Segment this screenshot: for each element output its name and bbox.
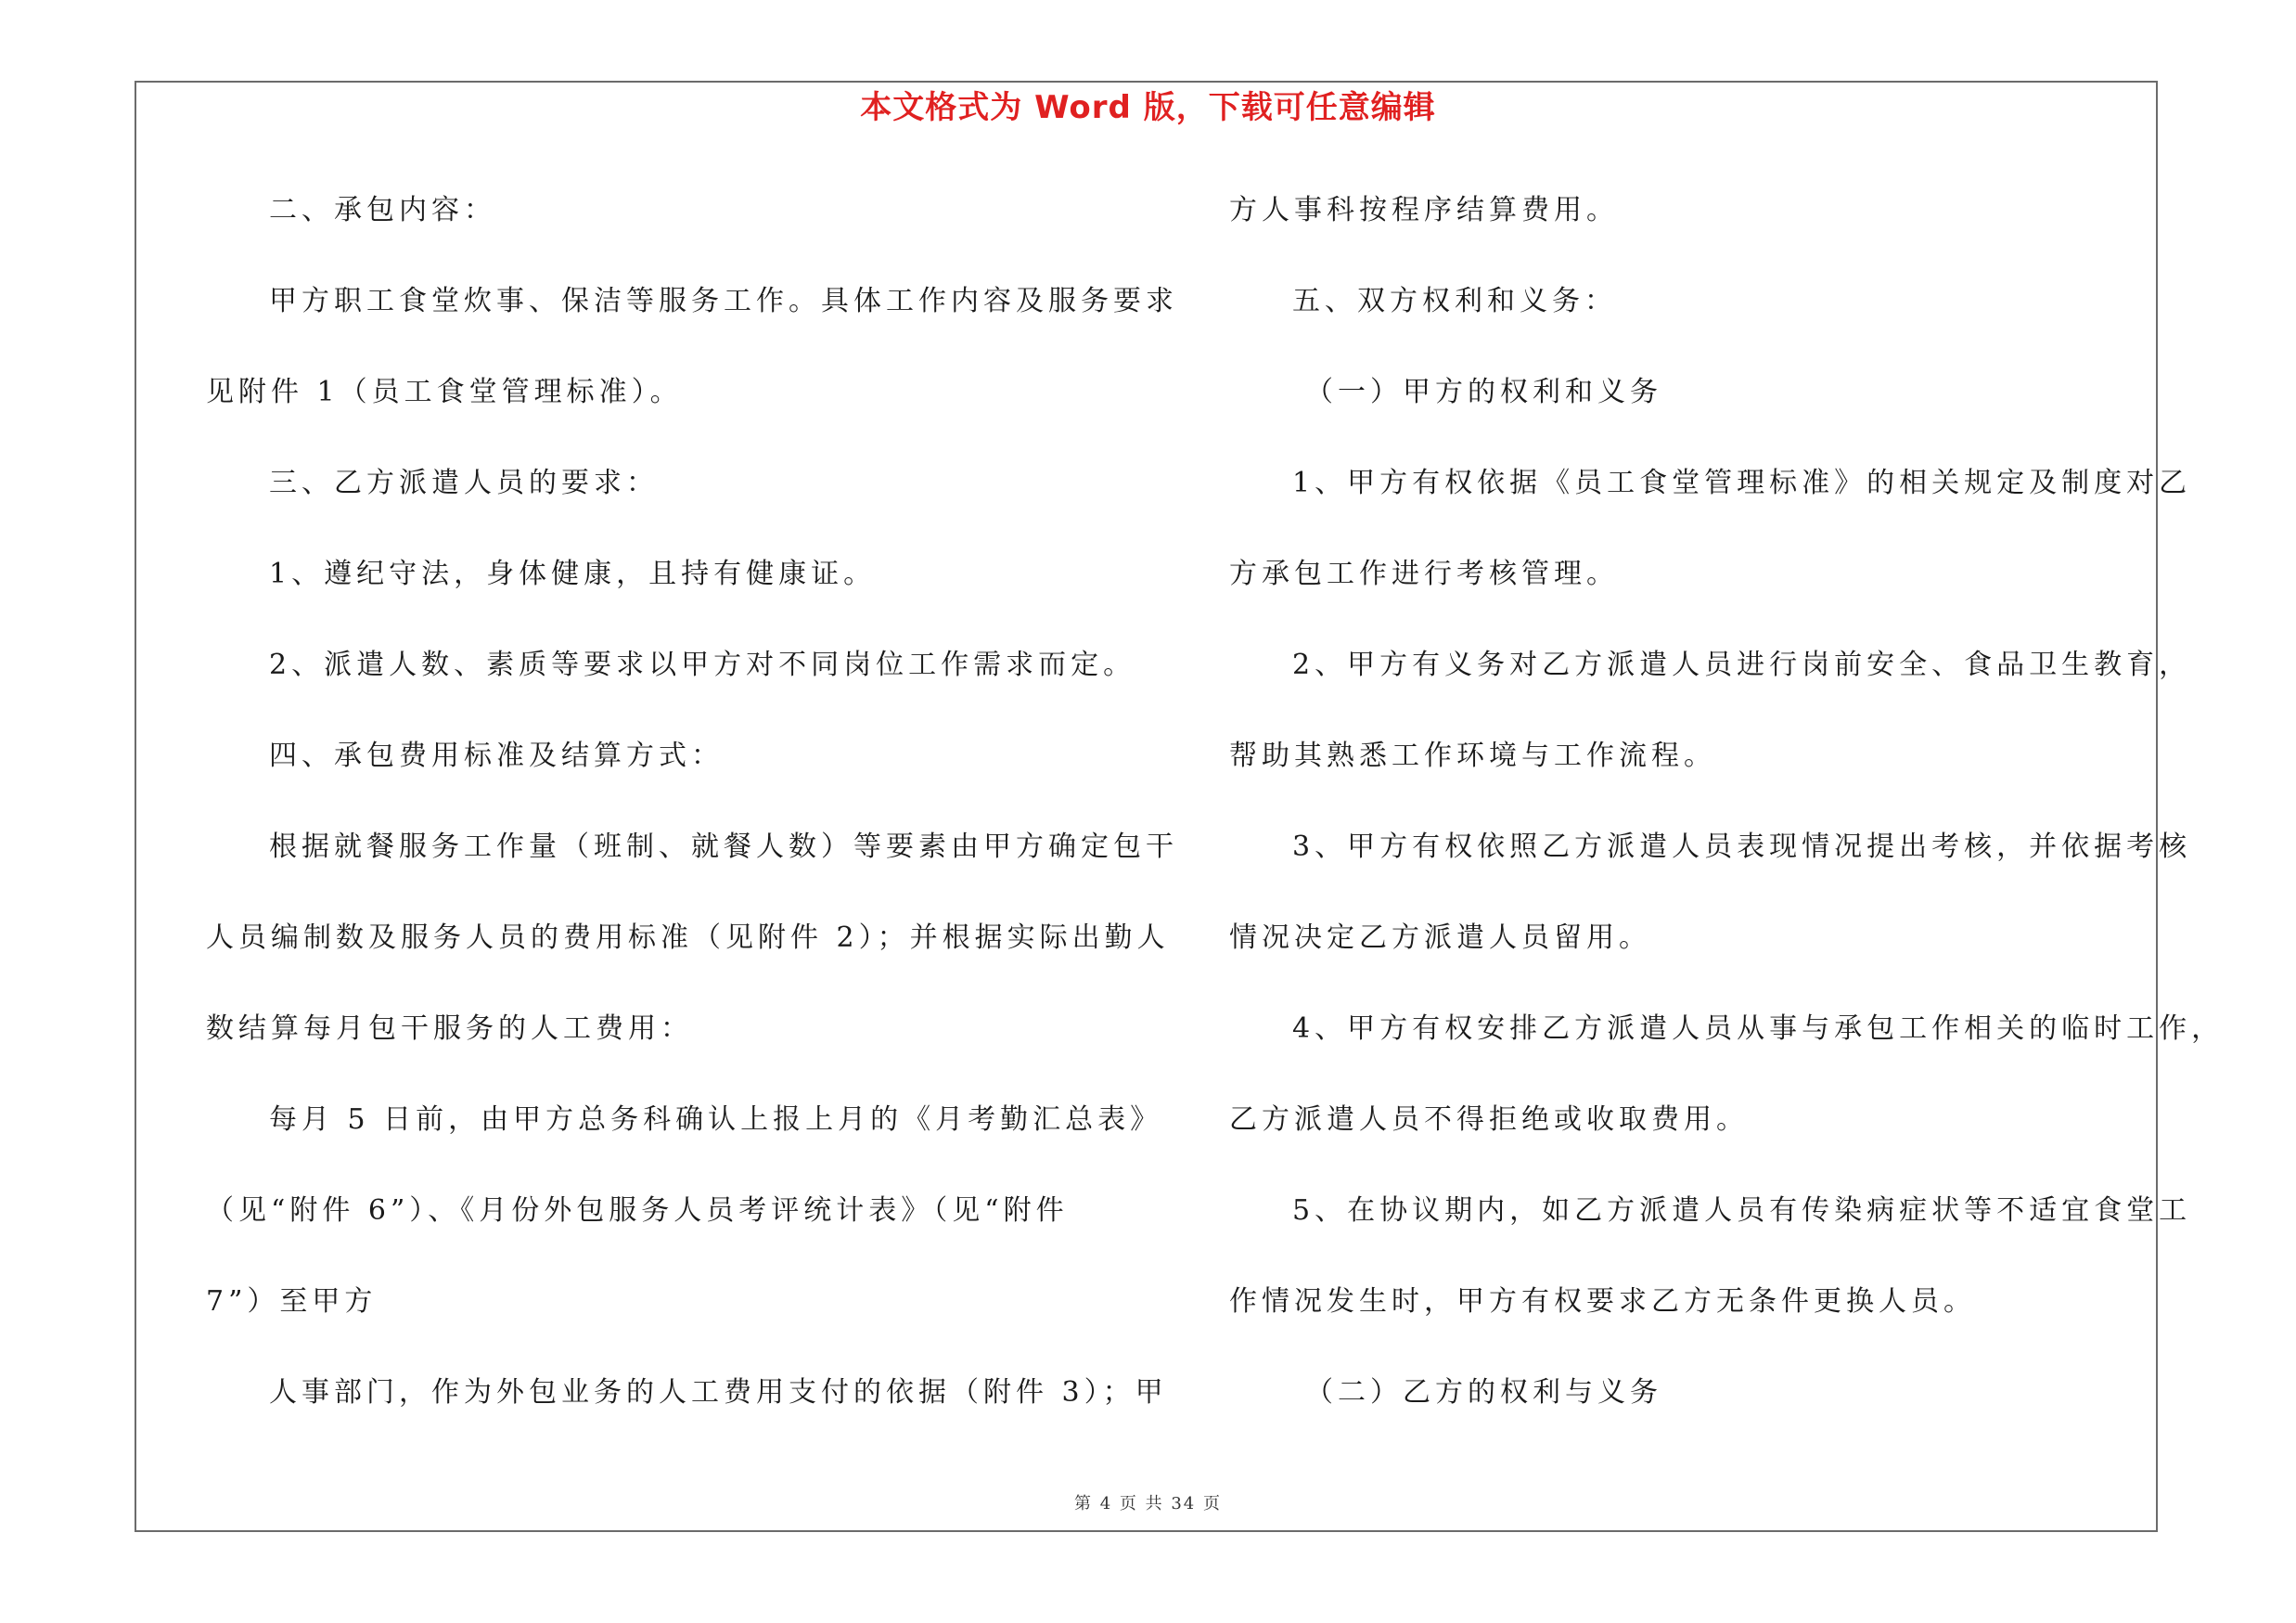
text-line: 方人事科按程序结算费用。: [1229, 194, 1619, 226]
text-line: 根据就餐服务工作量（班制、就餐人数）等要素由甲方确定包干: [269, 831, 1178, 863]
text-line: 方承包工作进行考核管理。: [1229, 558, 1619, 590]
text-line: 五、双方权利和义务：: [1292, 285, 1617, 317]
text-line: 7”）至甲方: [206, 1285, 378, 1318]
text-line: 作情况发生时，甲方有权要求乙方无条件更换人员。: [1229, 1285, 1976, 1318]
text-line: 2、甲方有义务对乙方派遣人员进行岗前安全、食品卫生教育，: [1292, 649, 2192, 681]
text-line: 情况决定乙方派遣人员留用。: [1229, 921, 1651, 954]
text-line: （二）乙方的权利与义务: [1305, 1376, 1662, 1409]
text-line: 二、承包内容：: [269, 194, 496, 226]
text-line: 每月 5 日前，由甲方总务科确认上报上月的《月考勤汇总表》: [269, 1103, 1163, 1136]
format-notice-banner: 本文格式为 Word 版，下载可任意编辑: [860, 89, 1436, 126]
right-text-column: [1229, 187, 2225, 1461]
text-line: 见附件 1（员工食堂管理标准）。: [206, 376, 683, 408]
text-line: 1、甲方有权依据《员工食堂管理标准》的相关规定及制度对乙: [1292, 467, 2192, 499]
page-number: 第 4 页 共 34 页: [1074, 1494, 1222, 1514]
text-line: 3、甲方有权依照乙方派遣人员表现情况提出考核，并依据考核: [1292, 831, 2192, 863]
text-line: 三、乙方派遣人员的要求：: [269, 467, 659, 499]
text-line: 人事部门，作为外包业务的人工费用支付的依据（附件 3）；甲: [269, 1376, 1168, 1409]
text-line: 数结算每月包干服务的人工费用：: [206, 1012, 693, 1045]
text-line: 乙方派遣人员不得拒绝或收取费用。: [1229, 1103, 1749, 1136]
text-line: 1、遵纪守法，身体健康，且持有健康证。: [269, 558, 877, 590]
text-line: 四、承包费用标准及结算方式：: [269, 740, 724, 772]
text-line: （一）甲方的权利和义务: [1305, 376, 1662, 408]
text-line: 5、在协议期内，如乙方派遣人员有传染病症状等不适宜食堂工: [1292, 1194, 2192, 1227]
left-text-column: [206, 187, 1178, 1461]
text-line: 甲方职工食堂炊事、保洁等服务工作。具体工作内容及服务要求: [269, 285, 1178, 317]
text-line: （见“附件 6”）、《月份外包服务人员考评统计表》（见“附件: [206, 1194, 1069, 1227]
text-line: 人员编制数及服务人员的费用标准（见附件 2）；并根据实际出勤人: [206, 921, 1170, 954]
text-line: 2、派遣人数、素质等要求以甲方对不同岗位工作需求而定。: [269, 649, 1136, 681]
text-line: 帮助其熟悉工作环境与工作流程。: [1229, 740, 1716, 772]
text-line: 4、甲方有权安排乙方派遣人员从事与承包工作相关的临时工作，: [1292, 1012, 2225, 1045]
